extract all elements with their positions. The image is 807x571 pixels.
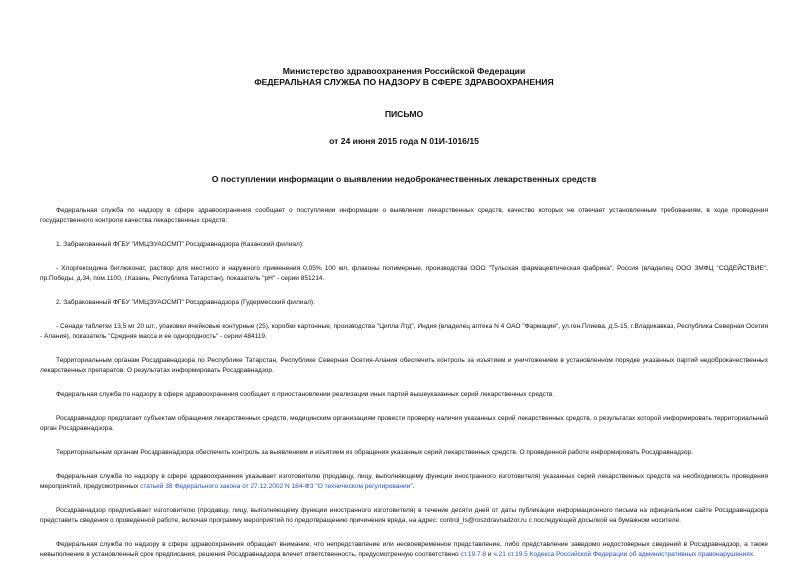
paragraph-text: . [753, 551, 755, 559]
paragraph-text: Федеральная служба по надзору в сфере здравоохранения обращает внимание, что непредставление или несвоевременное представление, либо представление заведомо недостоверных сведений в Росздравнадзор, а также невыполнение в установленный срок предписания, решения Росздравнадзора влечет ответственность, предусмотренную соответствено [40, 540, 768, 559]
paragraph: - Хлоргексидина биглюконат, раствор для местного и наружного применения 0,05% 100 мл, флаконы полимерные, производства ООО "Тульская фармацевтическая фабрика", Россия (владелец ООО ЗМФЦ "СОДЕЙСТВИЕ", пр.Победы, д.34, пом.1100, г.Казань, Республика Татарстан), показатель "рН" - серии 851214. [40, 264, 768, 283]
document-body [40, 206, 768, 560]
service-name: ФЕДЕРАЛЬНАЯ СЛУЖБА ПО НАДЗОРУ В СФЕРЕ ЗДРАВООХРАНЕНИЯ [254, 76, 554, 87]
code-article-link[interactable]: ст.19.7.8 [460, 551, 487, 559]
paragraph [40, 540, 768, 561]
paragraph: 1. Забракованный ФГБУ "ИМЦЭУАОСМП" Росздравнадзора (Казанский филиал): [56, 241, 304, 249]
paragraph: - Сенаде таблетки 13,5 мг 20 шт., упаковки ячейковые контурные (25), коробки картонные, производства "Ципла Лтд", Индия (владелец аптека N 4 ОАО "Фармация", ул.ген.Плиева, д.5-15, г.Владикавказ, Республика Северная Осетия - Алания), показатель "Средняя масса и ее однородность" - серии 484119. [40, 322, 768, 341]
paragraph: Территориальным органам Росздравнадзора обеспечить контроль за выявлением и изъятием из обращения указанных серий лекарственных средств. О проведенной работе информировать Росздравнадзор. [56, 448, 693, 456]
paragraph: Федеральная служба по надзору в сфере здравоохранения сообщает о поступлении информации о выявлении лекарственных средств, качество которых не отвечает установленным требованиям, в ходе проведения государственного контроля качества лекарственных средств: [40, 207, 768, 225]
paragraph-text: . [412, 482, 415, 490]
paragraph: Территориальным органам Росздравнадзора по Республике Татарстан, Республике Северная Осетия-Алания обеспечить контроль за изъятием и уничтожением в установленном порядке указанных партий недоброкачественных лекарственных препаратов. О результатах информировать Росздравнадзор. [40, 356, 768, 375]
paragraph: Федеральная служба по надзору в сфере здравоохранения сообщает о приостановлении реализации иных партий вышеуказанных серий лекарственных средств. [56, 390, 555, 398]
paragraph-text: и [486, 551, 494, 559]
document-type: ПИСЬМО [384, 109, 424, 119]
paragraph: Росздравнадзор предписывает изготовителю (продавцу, лицу, выполняющему функции иностранного изготовителя) в течение десяти дней от даты публикации информационного письма на официальном сайте Росздравнадзора представить сведения о проведенной работе, включая программу мероприятий по предотвращению причинения вреда, на адрес: control_ls@roszdravnadzor.ru с последующей досылкой на бумажном носителе. [40, 506, 768, 525]
administrative-code-link[interactable]: ч.21 ст.19.5 Кодекса Российской Федерации об административных правонарушениях [493, 551, 754, 559]
paragraph: 2. Забракованный ФГБУ "ИМЦЭУАОСМП" Росздравнадзора (Гудермесский филиал): [56, 298, 315, 306]
paragraph-text: Федеральная служба по надзору в сфере здравоохранения указывает изготовителю (продавцу, лицу, выполняющему функции иностранного изготовителя) указанных серий лекарственных средств на необходимость проведения мероприятий, предусмотренных [40, 472, 768, 490]
law-article-link[interactable]: статьей 38 Федерального закона от 27.12.2002 N 184-ФЗ "О техническом регулировании" [140, 482, 413, 490]
paragraph [40, 472, 768, 493]
ministry-name: Министерство здравоохранения Российской Федерации [282, 66, 526, 76]
document-subject: О поступлении информации о выявлении недоброкачественных лекарственных средств [211, 174, 597, 184]
document-page [40, 66, 768, 560]
paragraph: Росздравнадзор предлагает субъектам обращения лекарственных средств, медицинским организациям провести проверку наличия указанных серий лекарственных средств, о результатах которой информировать территориальный орган Росздравнадзора. [40, 414, 768, 433]
document-header [40, 66, 768, 146]
document-date-number: от 24 июня 2015 года N 01И-1016/15 [329, 135, 479, 146]
